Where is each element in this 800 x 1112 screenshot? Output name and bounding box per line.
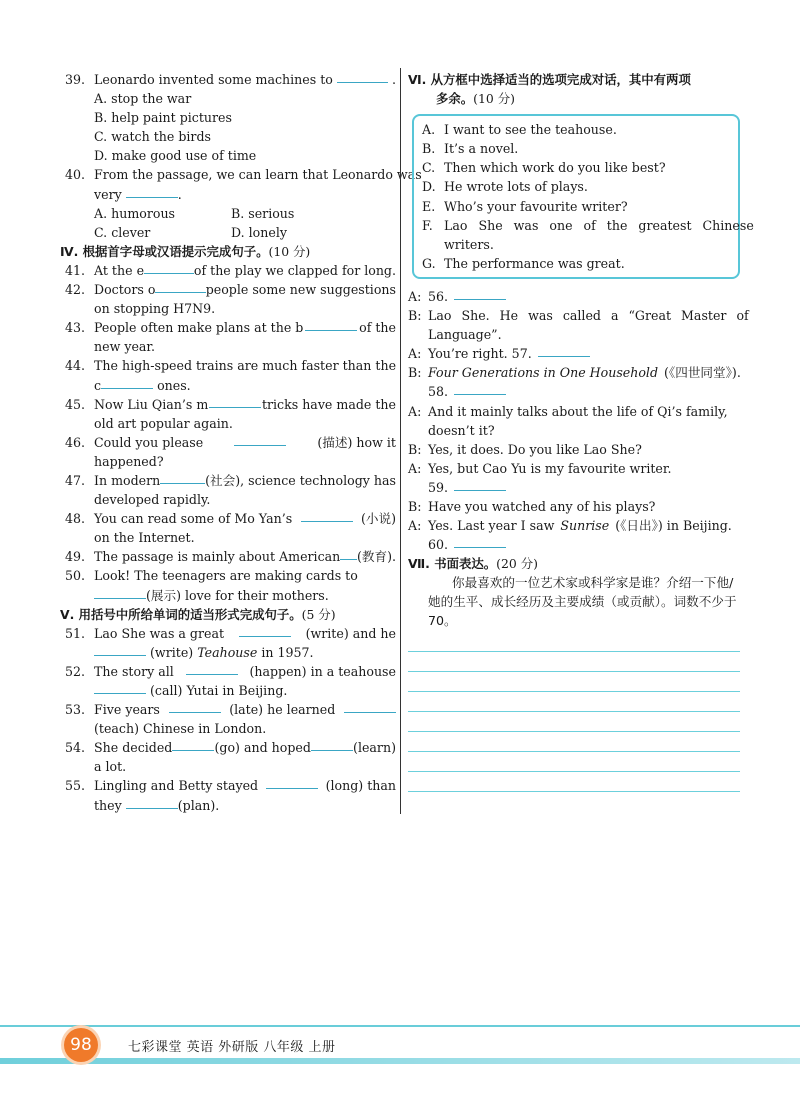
section-7-heading: Ⅶ. 书面表达。(20 分) bbox=[408, 556, 538, 572]
option-row: C. clever D. lonely bbox=[94, 224, 287, 240]
footer-band bbox=[0, 1058, 800, 1064]
answer-blank[interactable] bbox=[172, 738, 214, 751]
question-49: 49. The passage is mainly about American (教育). bbox=[65, 549, 396, 565]
dialogue-line: A: Yes, but Cao Yu is my favourite writer. bbox=[408, 460, 672, 476]
option: A. stop the war bbox=[94, 91, 192, 107]
footer-rule bbox=[0, 1025, 800, 1027]
dialogue-line: A: 56. bbox=[408, 287, 740, 306]
dialogue-line: B: Four Generations in One Household (《四世同堂》). bbox=[408, 365, 741, 381]
answer-blank[interactable] bbox=[169, 700, 221, 713]
answer-blank[interactable] bbox=[311, 738, 353, 751]
essay-prompt: 你最喜欢的一位艺术家或科学家是谁？介绍一下他/她的生平、成长经历及主要成绩（或贡献）。词数不少于 70。 bbox=[428, 575, 737, 629]
dialogue-line: A: You’re right. 57. bbox=[408, 344, 740, 363]
column-divider bbox=[400, 68, 401, 814]
book-title: 七彩课堂 英语 外研版 八年级 上册 bbox=[128, 1040, 336, 1055]
answer-blank[interactable] bbox=[160, 471, 205, 484]
right-column: Ⅵ. 从方框中选择适当的选项完成对话，其中有两项 多余。(10 分) A. I want to see the teahouse. B. It’s a novel. C. Then which work do you like best? D. He wrote lots of plays. E. Who’s your favourite writer? F. Lao She was one of the greatest Chinese writers. G. The performance was great. A: 56. B: Lao She. He was called a “Great Master of Language”. A: You’re right. 57. B: Four Generations in One Household (《四世同堂》). 58. A: And it mainly talks about the life of Qi’s family, doesn’t it? B: Yes, it does. Do you like Lao She? A: Yes, but Cao Yu is my favourite writer. 59. B: Have you watched any of his plays? A: Yes. Last year I saw Sunrise (《日出》) in Beijing. 60. Ⅶ. 书面表达。(20 分) 你最喜欢的一位艺术家或科学家是谁？介绍一下他/她的生平、成长经历及主要成绩（或贡献）。词数不少于 70。 bbox=[408, 70, 740, 792]
section-6-heading: Ⅵ. 从方框中选择适当的选项完成对话，其中有两项 bbox=[408, 72, 691, 87]
question-42: 42. Doctors o people some new suggestions bbox=[65, 282, 396, 298]
box-option-c: C. Then which work do you like best? bbox=[422, 160, 666, 176]
answer-blank[interactable] bbox=[126, 185, 178, 198]
question-40: 40. From the passage, we can learn that Leonardo was bbox=[65, 167, 422, 183]
answer-blank[interactable] bbox=[340, 547, 357, 560]
box-option-e: E. Who’s your favourite writer? bbox=[422, 198, 628, 214]
answer-blank[interactable] bbox=[239, 624, 291, 637]
writing-line[interactable] bbox=[408, 772, 740, 792]
answer-blank[interactable] bbox=[144, 261, 194, 274]
answer-blank[interactable] bbox=[301, 509, 353, 522]
dialogue-line: B: Lao She. He was called a “Great Master of bbox=[408, 308, 749, 324]
option: D. make good use of time bbox=[94, 148, 257, 164]
answer-blank[interactable] bbox=[337, 70, 388, 83]
box-option-f: F. Lao She was one of the greatest Chinese bbox=[422, 217, 754, 233]
question-47: 47. In modern (社会), science technology has bbox=[65, 472, 396, 488]
question-39: 39. Leonardo invented some machines to . bbox=[65, 72, 396, 87]
answer-blank[interactable] bbox=[155, 280, 205, 293]
question-41: 41. At the e of the play we clapped for long. bbox=[65, 262, 396, 278]
answer-blank[interactable] bbox=[94, 586, 146, 599]
answer-blank[interactable] bbox=[186, 662, 238, 675]
dialogue-line: A: And it mainly talks about the life of Qi’s family, bbox=[408, 403, 728, 419]
box-option-d: D. He wrote lots of plays. bbox=[422, 179, 588, 195]
writing-line[interactable] bbox=[408, 652, 740, 672]
question-46: 46. Could you please (描述) how it bbox=[65, 434, 396, 450]
writing-line[interactable] bbox=[408, 712, 740, 732]
options-box: A. I want to see the teahouse. B. It’s a novel. C. Then which work do you like best? D. He wrote lots of plays. E. Who’s your favourite writer? F. Lao She was one of the greatest Chinese writers. G. The performance was great. bbox=[412, 114, 740, 279]
answer-blank[interactable] bbox=[454, 478, 506, 491]
section-4-heading: Ⅳ. 根据首字母或汉语提示完成句子。(10 分) bbox=[60, 243, 311, 259]
dialogue-line: A: Yes. Last year I saw Sunrise (《日出》) in Beijing. bbox=[408, 518, 732, 534]
answer-blank[interactable] bbox=[305, 318, 357, 331]
answer-blank[interactable] bbox=[101, 376, 153, 389]
question-54: 54. She decided (go) and hoped (learn) bbox=[65, 740, 396, 756]
section-5-heading: Ⅴ. 用括号中所给单词的适当形式完成句子。(5 分) bbox=[60, 606, 336, 622]
dialogue: A: 56. B: Lao She. He was called a “Great Master of Language”. A: You’re right. 57. B: Four Generations in One Household (《四世同堂》). 58. A: And it mainly talks about the life of Qi’s family, doesn’t it? B: Yes, it does. Do you like Lao She? A: Yes, but Cao Yu is my favourite writer. 59. B: Have you watched any of his plays? A: Yes. Last year I saw Sunrise (《日出》) in Beijing. 60. bbox=[408, 288, 749, 553]
answer-blank[interactable] bbox=[538, 344, 590, 357]
dialogue-line: B: Yes, it does. Do you like Lao She? bbox=[408, 441, 642, 457]
question-55: 55. Lingling and Betty stayed (long) than bbox=[65, 778, 396, 794]
question-43: 43. People often make plans at the b of the bbox=[65, 320, 396, 336]
answer-blank[interactable] bbox=[454, 287, 506, 300]
question-45: 45. Now Liu Qian’s m tricks have made the bbox=[65, 396, 396, 412]
writing-line[interactable] bbox=[408, 692, 740, 712]
question-52: 52. The story all (happen) in a teahouse bbox=[65, 663, 396, 679]
question-48: 48. You can read some of Mo Yan’s (小说) bbox=[65, 511, 396, 527]
writing-line[interactable] bbox=[408, 752, 740, 772]
box-option-a: A. I want to see the teahouse. bbox=[422, 122, 617, 138]
question-50: 50. Look! The teenagers are making cards to bbox=[65, 568, 358, 584]
writing-area[interactable] bbox=[408, 632, 740, 792]
writing-line[interactable] bbox=[408, 632, 740, 652]
question-53: 53. Five years (late) he learned bbox=[60, 700, 396, 719]
left-column: 39. Leonardo invented some machines to . A. stop the war B. help paint pictures C. watch the birds D. make good use of time 40. From the passage, we can learn that Leonardo was very . A. humorous B. serious C. clever D. lonely Ⅳ. 根据首字母或汉语提示完成句子。(10 分) 41. At the e of the play we clapped for long. 42. Doctors o people some new suggestions on stopping H7N9. 43. People often make plans at the b of the new year. 44. The high-speed trains are much faster than the c ones. 45. Now Liu Qian’s m tricks have made the old art popular again. 46. Could you please (描述) how it happened? 47. In modern (社会), science technology has developed rapidly. 48. You can read some of Mo Yan’s (小说) on the Internet. 49. The passage is mainly about American (教育). 50. Look! The teenagers are making cards to (展示) love for their mothers. Ⅴ. 用括号中所给单词的适当形式完成句子。(5 分) 51. Lao She was a great (write) and he (write) Teahouse in 1957. 52. The story all (happen) in a teahouse (call) Yutai in Beijing. 53. Five years (late) he learned (teach) Chinese in London. 54. She decided (go) and hoped (learn) a lot. 55. Lingling and Betty stayed (long) than they (plan). bbox=[60, 72, 422, 813]
answer-blank[interactable] bbox=[266, 776, 318, 789]
writing-line[interactable] bbox=[408, 672, 740, 692]
answer-blank[interactable] bbox=[454, 535, 506, 548]
box-option-b: B. It’s a novel. bbox=[422, 141, 519, 157]
option: C. watch the birds bbox=[94, 129, 211, 145]
answer-blank[interactable] bbox=[344, 700, 396, 713]
answer-blank[interactable] bbox=[94, 643, 146, 656]
answer-blank[interactable] bbox=[126, 796, 178, 809]
question-44: 44. The high-speed trains are much faster than the bbox=[65, 358, 397, 374]
answer-blank[interactable] bbox=[454, 382, 506, 395]
question-51: 51. Lao She was a great (write) and he bbox=[65, 625, 396, 641]
page-number-badge: 98 bbox=[64, 1028, 98, 1062]
writing-line[interactable] bbox=[408, 732, 740, 752]
option: B. help paint pictures bbox=[94, 110, 232, 126]
answer-blank[interactable] bbox=[94, 681, 146, 694]
dialogue-line: B: Have you watched any of his plays? bbox=[408, 498, 656, 514]
option-row: A. humorous B. serious bbox=[94, 205, 295, 221]
answer-blank[interactable] bbox=[209, 395, 261, 408]
box-option-g: G. The performance was great. bbox=[422, 255, 625, 271]
answer-blank[interactable] bbox=[234, 433, 286, 446]
